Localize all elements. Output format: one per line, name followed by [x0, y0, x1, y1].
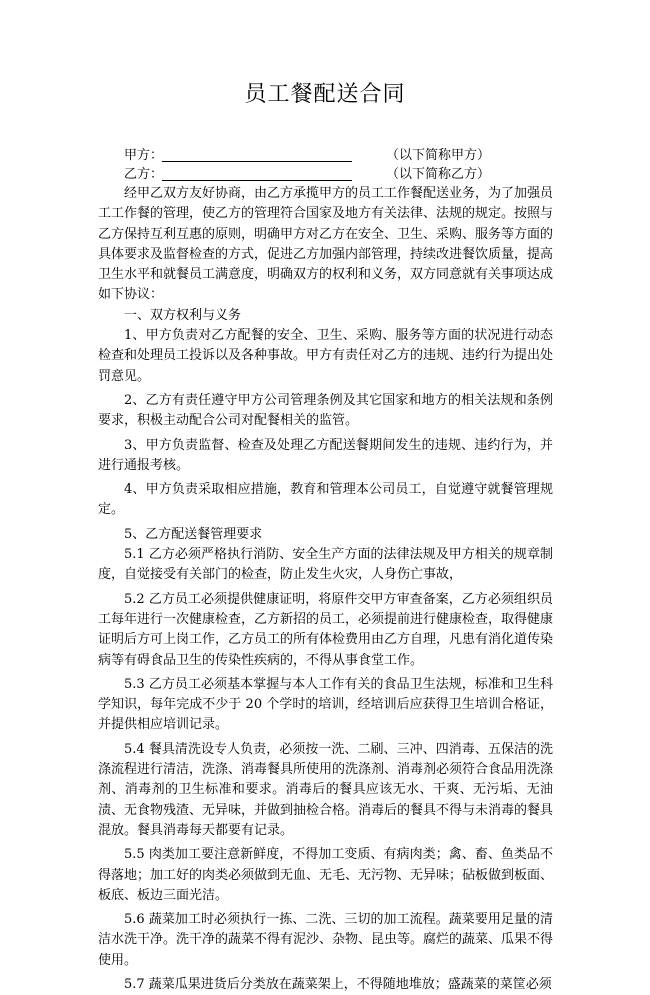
clause-3: 3、甲方负责监督、检查及处理乙方配送餐期间发生的违规、违约行为，并进行通报考核。 — [98, 437, 553, 473]
clause-2: 2、乙方有责任遵守甲方公司管理条例及其它国家和地方的相关法规和条例要求，积极主动配合公司对配餐相关的监管。 — [98, 392, 553, 429]
clause-5-7: 5.7 蔬菜瓜果进货后分类放在蔬菜架上，不得随地堆放；盛蔬菜的菜筐必须 — [124, 976, 552, 992]
clause-5-4: 5.4 餐具清洗设专人负责，必须按一洗、二刷、三冲、四消毒、五保洁的洗涤流程进行清洁，洗涤、消毒餐具所使用的洗涤剂、消毒剂必须符合食品用洗涤剂、消毒剂的卫生标准和要求。消毒后的餐具应该无水、干爽、无污垢、无油渍、无食物残渣、无异味，并做到抽检合格。消毒后的餐具不得与未消毒的餐具混放。餐具消毒每天都要有记录。 — [98, 741, 554, 838]
party-a-blank — [162, 161, 352, 162]
clause-5-1: 5.1 乙方必须严格执行消防、安全生产方面的法律法规及甲方相关的规章制度，自觉接受有关部门的检查，防止发生火灾，人身伤亡事故， — [98, 547, 553, 583]
party-a-alias: （以下简称甲方） — [386, 148, 491, 163]
party-a-label: 甲方： — [124, 148, 164, 163]
clause-1: 1、甲方负责对乙方配餐的安全、卫生、采购、服务等方面的状况进行动态检查和处理员工投诉以及各种事故。甲方有责任对乙方的违规、违约行为提出处罚意见。 — [98, 328, 554, 384]
clause-5-heading: 5、乙方配送餐管理要求 — [124, 526, 263, 542]
clause-5-6: 5.6 蔬菜加工时必须执行一拣、二洗、三切的加工流程。蔬菜要用足量的清洁水洗干净。洗干净的蔬菜不得有泥沙、杂物、昆虫等。腐烂的蔬菜、瓜果不得使用。 — [98, 912, 554, 968]
clause-5-3: 5.3 乙方员工必须基本掌握与本人工作有关的食品卫生法规，标准和卫生科学知识，每年完成不少于 20 个学时的培训，经培训后应获得卫生培训合格证，并提供相应培训记录。 — [98, 676, 553, 733]
section-heading: 一、双方权利与义务 — [124, 307, 242, 323]
clause-5-5: 5.5 肉类加工要注意新鲜度，不得加工变质、有病肉类；禽、畜、鱼类品不得落地；加工好的肉类必须做到无血、无毛、无污物、无异味；砧板做到板面、板底、板边三面光洁。 — [98, 847, 554, 903]
party-b-line — [124, 165, 544, 184]
party-b-label: 乙方： — [124, 167, 164, 182]
party-b-alias: （以下简称乙方） — [386, 167, 491, 182]
intro-paragraph: 经甲乙双方友好协商，由乙方承揽甲方的员工工作餐配送业务，为了加强员工工作餐的管理，使乙方的管理符合国家及地方有关法律、法规的规定。按照与乙方保持互利互惠的原则，明确甲方对乙方在安全、卫生、采购、服务等方面的具体要求及监督检查的方式，促进乙方加强内部管理，持续改进餐饮质量，提高卫生水平和就餐员工满意度，明确双方的权利和义务，双方同意就有关事项达成如下协议： — [98, 186, 554, 303]
party-b-blank — [162, 180, 352, 181]
clause-4: 4、甲方负责采取相应措施，教育和管理本公司员工，自觉遵守就餐管理规定。 — [98, 482, 553, 518]
party-a-line — [124, 146, 544, 165]
document-title: 员工餐配送合同 — [244, 82, 406, 107]
clause-5-2: 5.2 乙方员工必须提供健康证明，将原件交甲方审查备案，乙方必须组织员工每年进行一次健康检查，乙方新招的员工，必须提前进行健康检查，取得健康证明后方可上岗工作，乙方员工的所有体检费用由乙方自理，凡患有消化道传染病等有碍食品卫生的传染性疾病的，不得从事食堂工作。 — [98, 591, 554, 668]
contract-body — [98, 184, 553, 995]
